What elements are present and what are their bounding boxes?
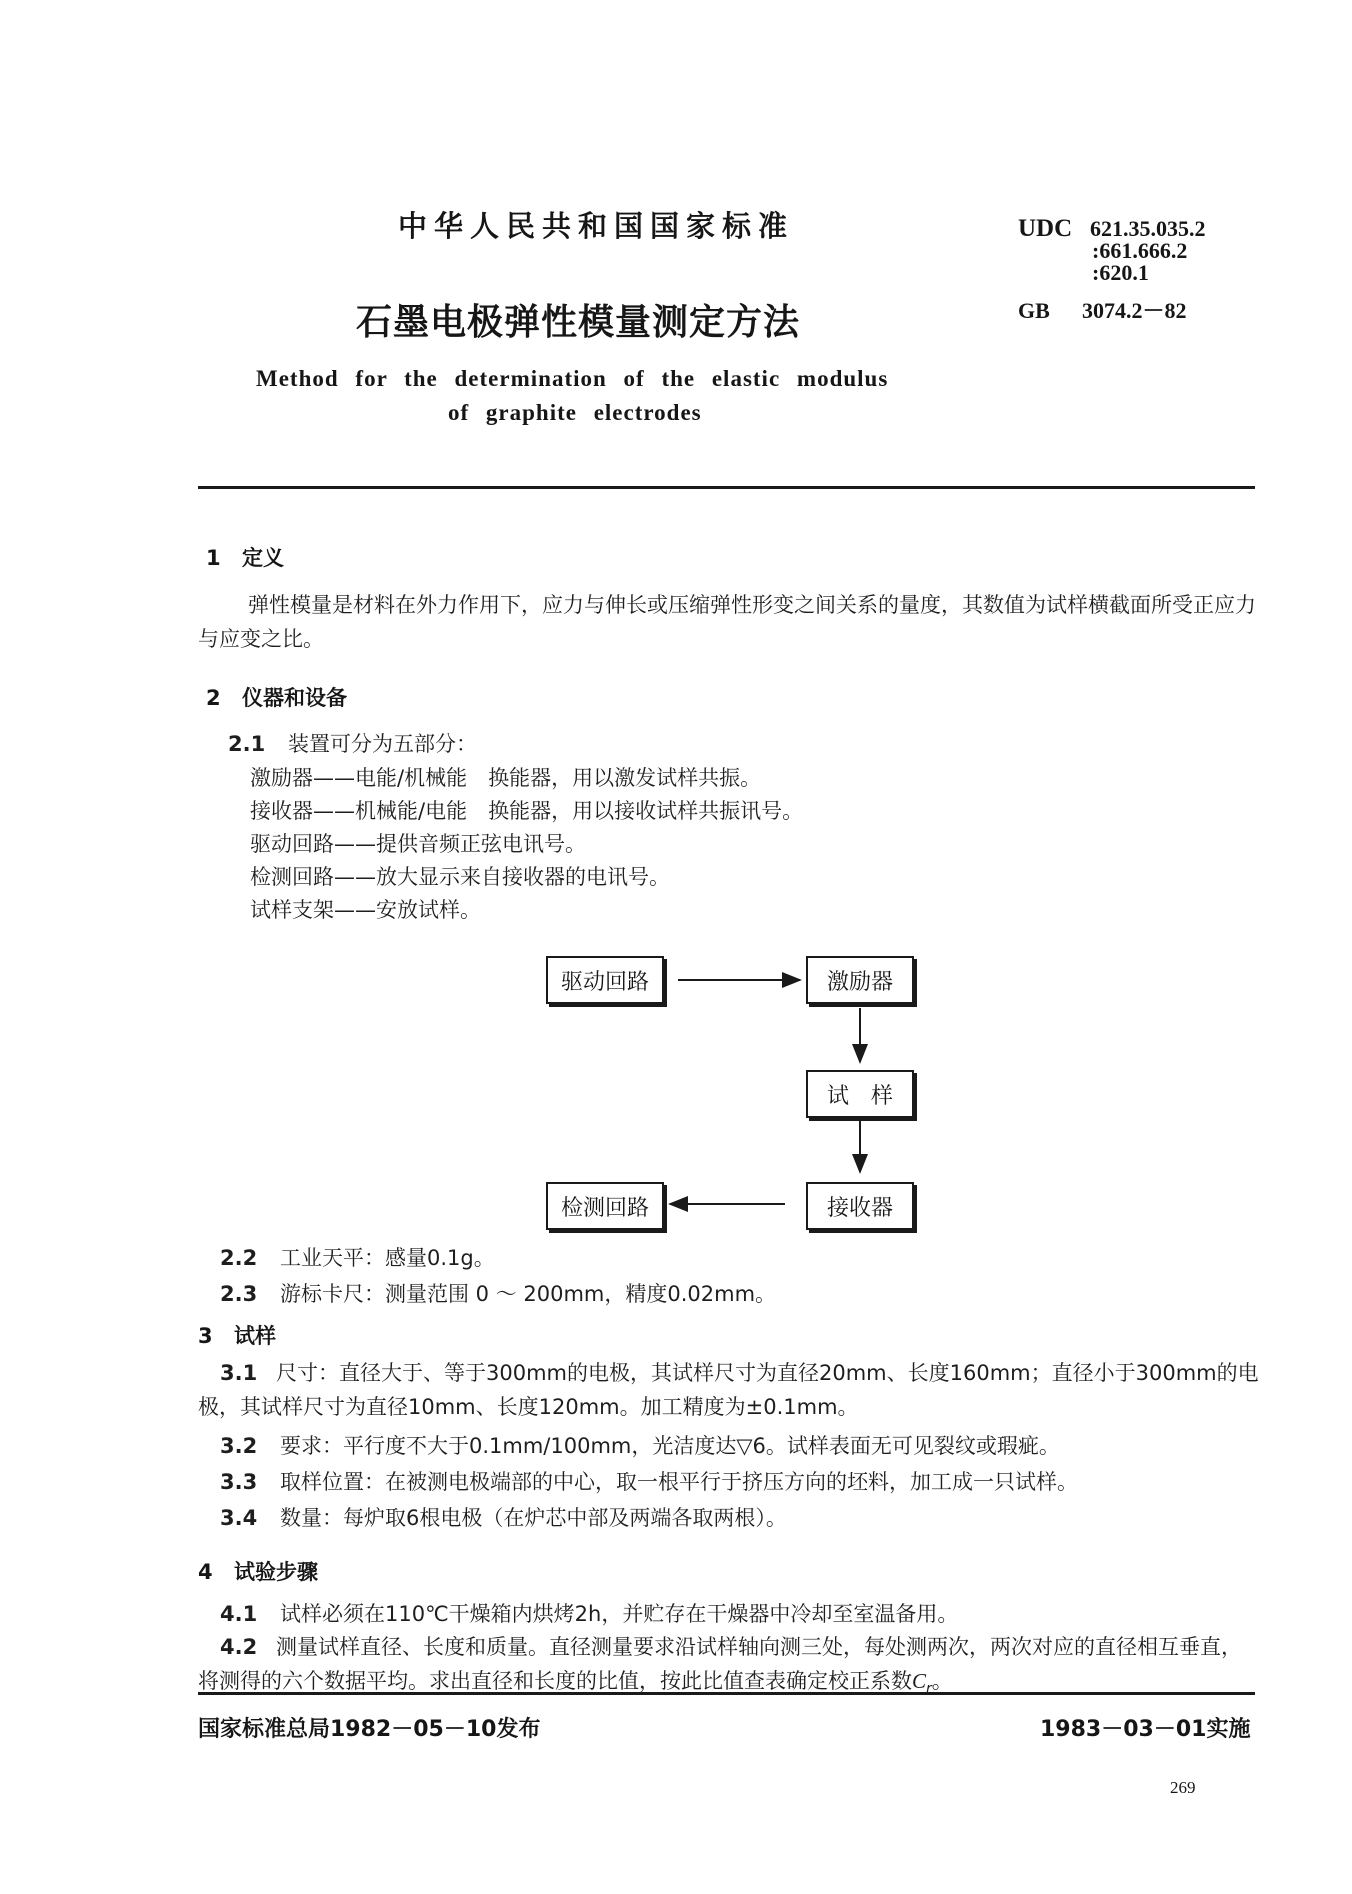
clause-3-4-number: 3.4 [220,1506,258,1530]
issue-date: 国家标准总局1982－05－10发布 [198,1717,541,1742]
device-item: 检测回路——放大显示来自接收器的电讯号。 [250,865,670,889]
section-4-number: 4 [198,1560,213,1584]
clause-2-2-number: 2.2 [220,1246,258,1270]
clause-2-3-text: 游标卡尺：测量范围 0 ～ 200mm，精度0.02mm。 [280,1282,777,1306]
section-2-title: 仪器和设备 [242,686,347,710]
device-item: 激励器——电能/机械能 换能器，用以激发试样共振。 [250,766,762,790]
clause-3-2-number: 3.2 [220,1434,258,1458]
udc-label: UDC [1018,215,1073,242]
device-item: 接收器——机械能/电能 换能器，用以接收试样共振讯号。 [250,799,804,823]
clause-3-3 [220,1466,1078,1496]
correction-coefficient: C [912,1669,927,1693]
clause-3-1-number: 3.1 [220,1361,258,1385]
clause-3-1-text: 尺寸：直径大于、等于300mm的电极，其试样尺寸为直径20mm、长度160mm；直径小于300mm的电极，其试样尺寸为直径10mm、长度120mm。加工精度为±0.1mm。 [198,1361,1259,1419]
device-item: 试样支架——安放试样。 [250,898,481,922]
diagram-exciter: 激励器 [806,956,914,1004]
clause-3-3-number: 3.3 [220,1470,258,1494]
section-3-title: 试样 [234,1324,276,1348]
section-2-number: 2 [206,686,221,710]
national-standard-label: 中华人民共和国国家标准 [398,209,795,243]
clause-4-2-end: 。 [931,1669,953,1693]
clause-4-2-text: 测量试样直径、长度和质量。直径测量要求沿试样轴向测三处，每处测两次，两次对应的直径相互垂直，将测得的六个数据平均。求出直径和长度的比值，按此比值查表确定校正系数 [198,1635,1242,1693]
section-3-number: 3 [198,1324,213,1348]
correction-coefficient-sub: r [926,1681,932,1698]
clause-3-2 [220,1430,1060,1460]
clause-4-1 [220,1598,958,1628]
clause-3-2-text: 要求：平行度不大于0.1mm/100mm，光洁度达▽6。试样表面无可见裂纹或瑕疵。 [280,1434,1060,1458]
diagram-detect-circuit: 检测回路 [546,1182,664,1230]
title-english-line-1: Method for the determination of the elastic modulus [256,366,889,391]
udc-code-3: :620.1 [1092,260,1149,285]
clause-2-3 [220,1278,776,1308]
clause-4-2-number: 4.2 [220,1635,258,1659]
section-4-heading [198,1556,318,1586]
clause-4-1-text: 试样必须在110℃干燥箱内烘烤2h，并贮存在干燥器中冷却至室温备用。 [280,1602,959,1626]
gb-label: GB [1018,298,1050,323]
clause-3-4-text: 数量：每炉取6根电极（在炉芯中部及两端各取两根）。 [280,1506,787,1530]
diagram-drive-circuit: 驱动回路 [546,956,664,1004]
clause-4-1-number: 4.1 [220,1602,258,1626]
section-1-title: 定义 [242,546,284,570]
gb-code: 3074.2－82 [1082,298,1187,323]
clause-2-2 [220,1242,495,1272]
udc-code-2: :661.666.2 [1092,238,1188,263]
section-4-title: 试验步骤 [234,1560,318,1584]
section-1-number: 1 [206,546,221,570]
clause-2-1-number: 2.1 [228,732,266,756]
section-3-heading [198,1320,276,1350]
clause-2-2-text: 工业天平：感量0.1g。 [280,1246,495,1270]
clause-2-3-number: 2.3 [220,1282,258,1306]
clause-3-1 [198,1356,1260,1424]
clause-3-3-text: 取样位置：在被测电极端部的中心，取一根平行于挤压方向的坯料，加工成一只试样。 [280,1470,1078,1494]
clause-3-4 [220,1502,787,1532]
title-chinese: 石墨电极弹性模量测定方法 [356,302,801,343]
diagram-receiver: 接收器 [806,1182,914,1230]
udc-code-1: 621.35.035.2 [1090,216,1206,241]
title-english-line-2: of graphite electrodes [448,400,702,425]
clause-2-1-text: 装置可分为五部分： [288,732,477,756]
page-number: 269 [1170,1778,1196,1797]
effective-date: 1983－03－01实施 [1040,1717,1251,1742]
section-1-body: 弹性模量是材料在外力作用下，应力与伸长或压缩弹性形变之间关系的量度，其数值为试样横截面所受正应力与应变之比。 [198,593,1256,651]
device-item: 驱动回路——提供音频正弦电讯号。 [250,832,586,856]
footer-divider [198,1692,1255,1695]
diagram-sample: 试 样 [806,1070,914,1118]
